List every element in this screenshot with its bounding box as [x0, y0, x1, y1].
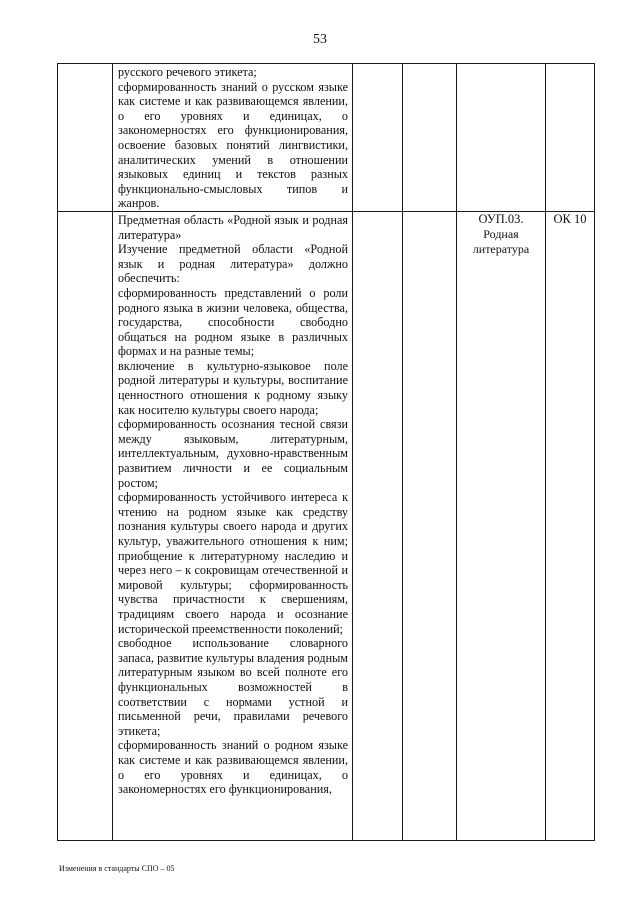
paragraph: свободное использование словарного запаса, развитие культуры владения родным литературным языком во всей полноте его функциональных возможностей в соответствии с нормами устной и письменной речи, правилами речевого этикета;: [118, 636, 348, 738]
empty-cell: [353, 211, 403, 840]
paragraph: сформированность устойчивого интереса к чтению на родном языке как средству познания культуры своего народа и других культур, уважительного отношения к ним; приобщение к литературному наследию и через него – к сокровищам отечественной и мировой культуры; сформированность чувства причастности к свершениям, традициям своего народа и осознание исторической преемственности поколений;: [118, 490, 348, 636]
discipline-name: Родная литература: [472, 226, 530, 256]
paragraph: сформированность представлений о роли родного языка в жизни человека, общества, государства, способности свободно общаться на родном языке в различных формах и на разные темы;: [118, 285, 348, 359]
footer-note: Изменения в стандарты СПО – 05: [59, 864, 175, 873]
discipline-cell: [457, 211, 546, 840]
page-number: 53: [313, 32, 327, 47]
requirements-cell: [113, 211, 353, 840]
paragraph: сформированность знаний о родном языке как системе и как развивающемся явлении, о его уровнях и единицах, о закономерностях его функционирования,: [118, 738, 348, 797]
paragraph: русского речевого этикета;: [118, 65, 257, 79]
table-row: [58, 64, 595, 212]
competence-cell: [546, 211, 595, 840]
empty-cell: [58, 64, 113, 212]
paragraph: Предметная область «Родной язык и родная литература»: [118, 212, 348, 242]
paragraph: Изучение предметной области «Родной язык и родная литература» должно обеспечить:: [118, 242, 348, 286]
requirements-cell: [113, 64, 353, 212]
empty-cell: [403, 64, 457, 212]
empty-cell: [58, 211, 113, 840]
empty-cell: [353, 64, 403, 212]
competence-cell: [546, 64, 595, 212]
table-row: [58, 211, 595, 840]
discipline-cell: [457, 64, 546, 212]
requirements-table: [57, 63, 595, 841]
paragraph: сформированность осознания тесной связи между языковым, литературным, интеллектуальным, духовно-нравственным развитием личности и ее социальным ростом;: [118, 417, 348, 490]
paragraph: сформированность знаний о русском языке как системе и как развивающемся явлении, о его уровнях и единицах, о закономерностях его функционирования, освоение базовых понятий лингвистики, аналитических умений в отношении языковых единиц и текстов разных функционально-смысловых типов и жанров.: [118, 79, 348, 211]
discipline-code: ОУП.03.: [478, 211, 524, 226]
paragraph: включение в культурно-языковое поле родной литературы и культуры, воспитание ценностного отношения к родному языку как носителю культуры своего народа;: [118, 358, 348, 417]
competence-code: ОК 10: [553, 211, 587, 226]
empty-cell: [403, 211, 457, 840]
